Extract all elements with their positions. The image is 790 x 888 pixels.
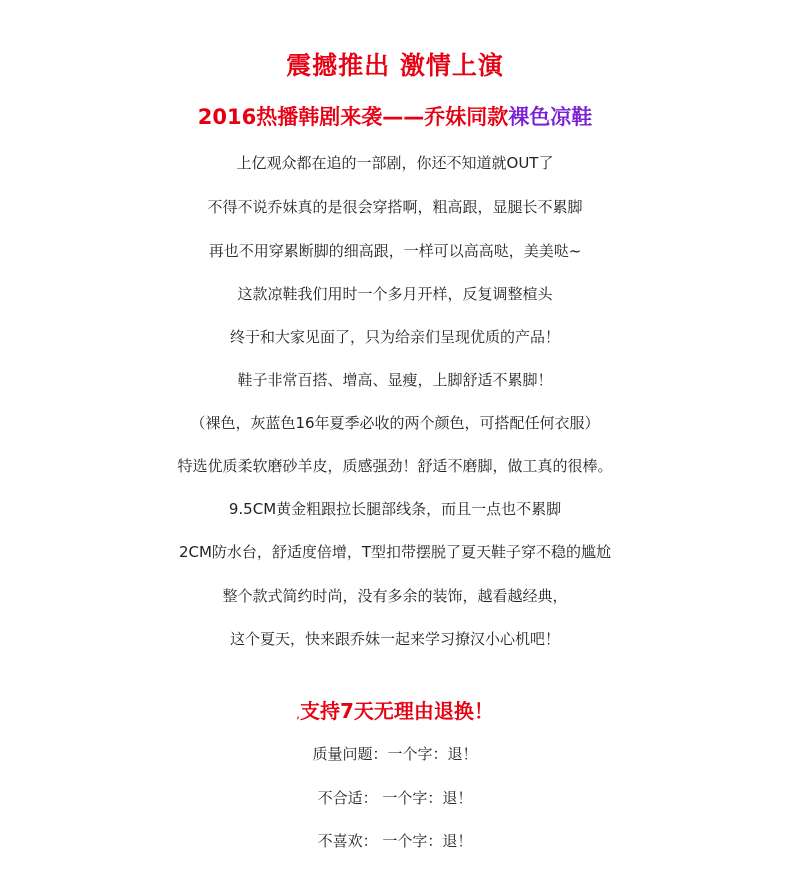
return-policy-item: 不喜欢： 一个字：退！: [317, 832, 473, 850]
description-line: 2CM防水台，舒适度倍增，T型扣带摆脱了夏天鞋子穿不稳的尴尬: [178, 543, 612, 561]
description-line: 特选优质柔软磨砂羊皮，质感强劲！舒适不磨脚，做工真的很棒。: [177, 457, 613, 475]
subheadline-accent: 裸色凉鞋: [508, 105, 593, 129]
description-line: 9.5CM黄金粗跟拉长腿部线条，而且一点也不累脚: [228, 500, 562, 518]
return-policy-lead: ,: [296, 707, 300, 721]
return-policy-item: 不合适： 一个字：退！: [317, 789, 473, 807]
description-line: 鞋子非常百搭、增高、显瘦，上脚舒适不累脚！: [237, 371, 553, 389]
description-line: （裸色，灰蓝色16年夏季必收的两个颜色，可搭配任何衣服）: [190, 414, 600, 432]
return-policy-title: [0, 695, 790, 724]
description-line: 终于和大家见面了，只为给亲们呈现优质的产品！: [229, 328, 560, 346]
description-line: 整个款式简约时尚，没有多余的装饰，越看越经典，: [222, 587, 568, 605]
headline: 震撼推出 激情上演: [286, 51, 504, 80]
description-line: 不得不说乔妹真的是很会穿搭啊，粗高跟，显腿长不累脚: [207, 198, 583, 216]
return-policy-item: 质量问题：一个字：退！: [312, 745, 478, 763]
description-line: 再也不用穿累断脚的细高跟，一样可以高高哒，美美哒~: [208, 242, 582, 260]
description-line: 这个夏天，快来跟乔妹一起来学习撩汉小心机吧！: [229, 630, 560, 648]
description-line: 上亿观众都在追的一部剧，你还不知道就OUT了: [236, 154, 554, 172]
subheadline-main: 2016热播韩剧来袭——乔妹同款: [197, 105, 509, 129]
subheadline: [0, 101, 790, 131]
description-line: 这款凉鞋我们用时一个多月开样，反复调整楦头: [237, 285, 553, 303]
return-policy-title-text: 支持7天无理由退换！: [299, 699, 494, 723]
